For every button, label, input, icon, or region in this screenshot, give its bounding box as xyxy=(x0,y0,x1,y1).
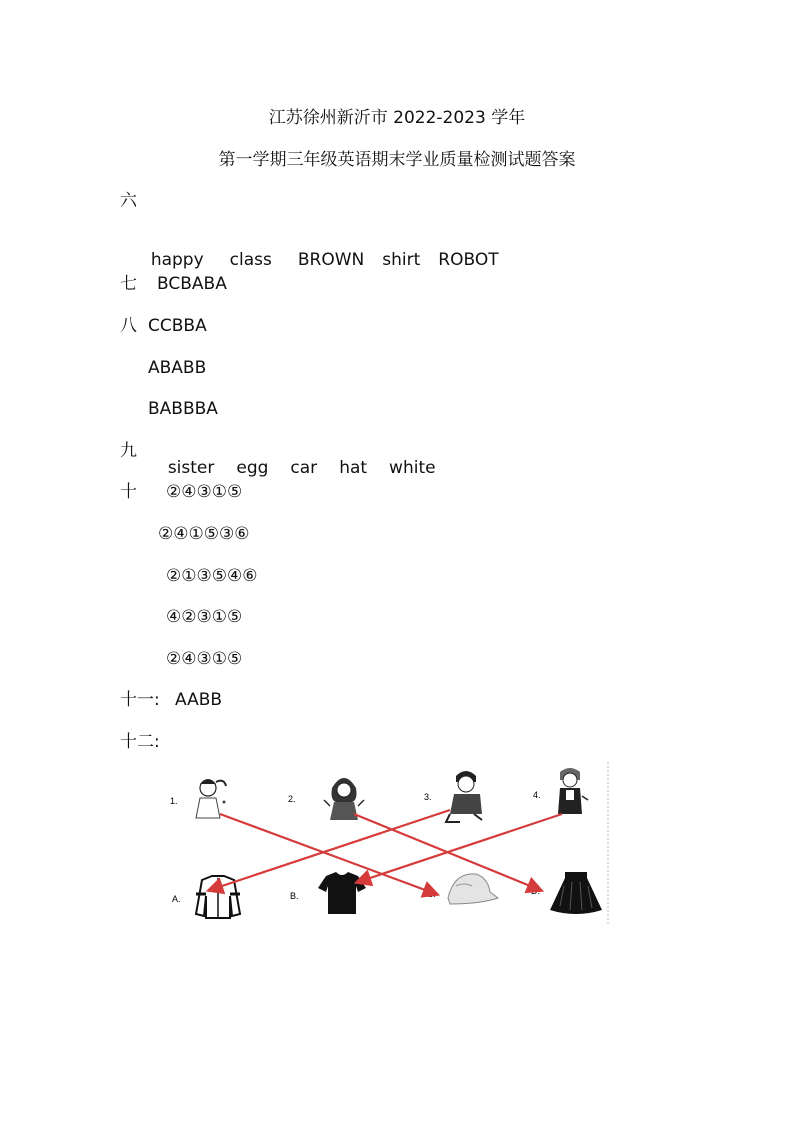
answer-word: egg xyxy=(236,458,269,478)
tshirt-icon xyxy=(318,872,366,914)
answer-word: sister xyxy=(167,458,215,478)
girl-figure-2 xyxy=(324,778,364,820)
bottom-label-a: A. xyxy=(172,894,181,904)
section-nine-answers xyxy=(157,443,458,477)
top-label-4: 4. xyxy=(533,790,541,800)
section-eight-label: 八 xyxy=(120,316,137,336)
answer-word: ROBOT xyxy=(438,250,499,270)
top-label-2: 2. xyxy=(288,794,296,804)
boy-figure-3 xyxy=(446,771,482,822)
cap-icon xyxy=(448,874,498,904)
section-seven-answer: BCBABA xyxy=(157,274,227,294)
top-label-3: 3. xyxy=(424,792,432,802)
section-eleven-answer: AABB xyxy=(175,690,223,710)
section-seven-label: 七 xyxy=(120,274,137,294)
answer-word: white xyxy=(389,458,436,478)
girl-figure-4 xyxy=(558,768,588,814)
section-ten-answer-2: ②④①⑤③⑥ xyxy=(158,524,250,544)
title-line-2: 第一学期三年级英语期末学业质量检测试题答案 xyxy=(218,150,576,170)
girl-figure-1 xyxy=(196,779,226,818)
section-ten-answer-5: ②④③①⑤ xyxy=(166,649,243,669)
section-eight-answer-2: ABABB xyxy=(148,358,207,378)
title-line-1: 江苏徐州新沂市 2022-2023 学年 xyxy=(268,108,526,128)
section-ten-answer-1: ②④③①⑤ xyxy=(166,482,243,502)
skirt-icon xyxy=(550,872,602,914)
bottom-label-c: C. xyxy=(427,889,436,899)
bottom-label-d: D. xyxy=(531,886,540,896)
answer-word: shirt xyxy=(382,250,421,270)
section-ten-answer-3: ②①③⑤④⑥ xyxy=(166,566,258,586)
matching-picture xyxy=(150,758,620,930)
section-ten-answer-4: ④②③①⑤ xyxy=(166,607,243,627)
section-eight-answer-1: CCBBA xyxy=(148,316,207,336)
answer-word: hat xyxy=(339,458,368,478)
answer-word: car xyxy=(290,458,318,478)
answer-word: BROWN xyxy=(297,250,365,270)
answer-word: happy xyxy=(150,250,204,270)
section-ten-label: 十 xyxy=(120,482,137,502)
section-eleven-label: 十一: xyxy=(120,690,160,710)
matching-lines xyxy=(210,810,562,894)
section-eight-answer-3: BABBBA xyxy=(148,399,218,419)
section-six-answers xyxy=(140,235,521,269)
bottom-label-b: B. xyxy=(290,891,299,901)
section-six-label: 六 xyxy=(120,191,137,211)
section-nine-label: 九 xyxy=(120,441,137,461)
answer-word: class xyxy=(229,250,272,270)
match-line-4-b xyxy=(358,814,562,882)
top-label-1: 1. xyxy=(170,796,178,806)
section-twelve-label: 十二: xyxy=(120,732,160,752)
